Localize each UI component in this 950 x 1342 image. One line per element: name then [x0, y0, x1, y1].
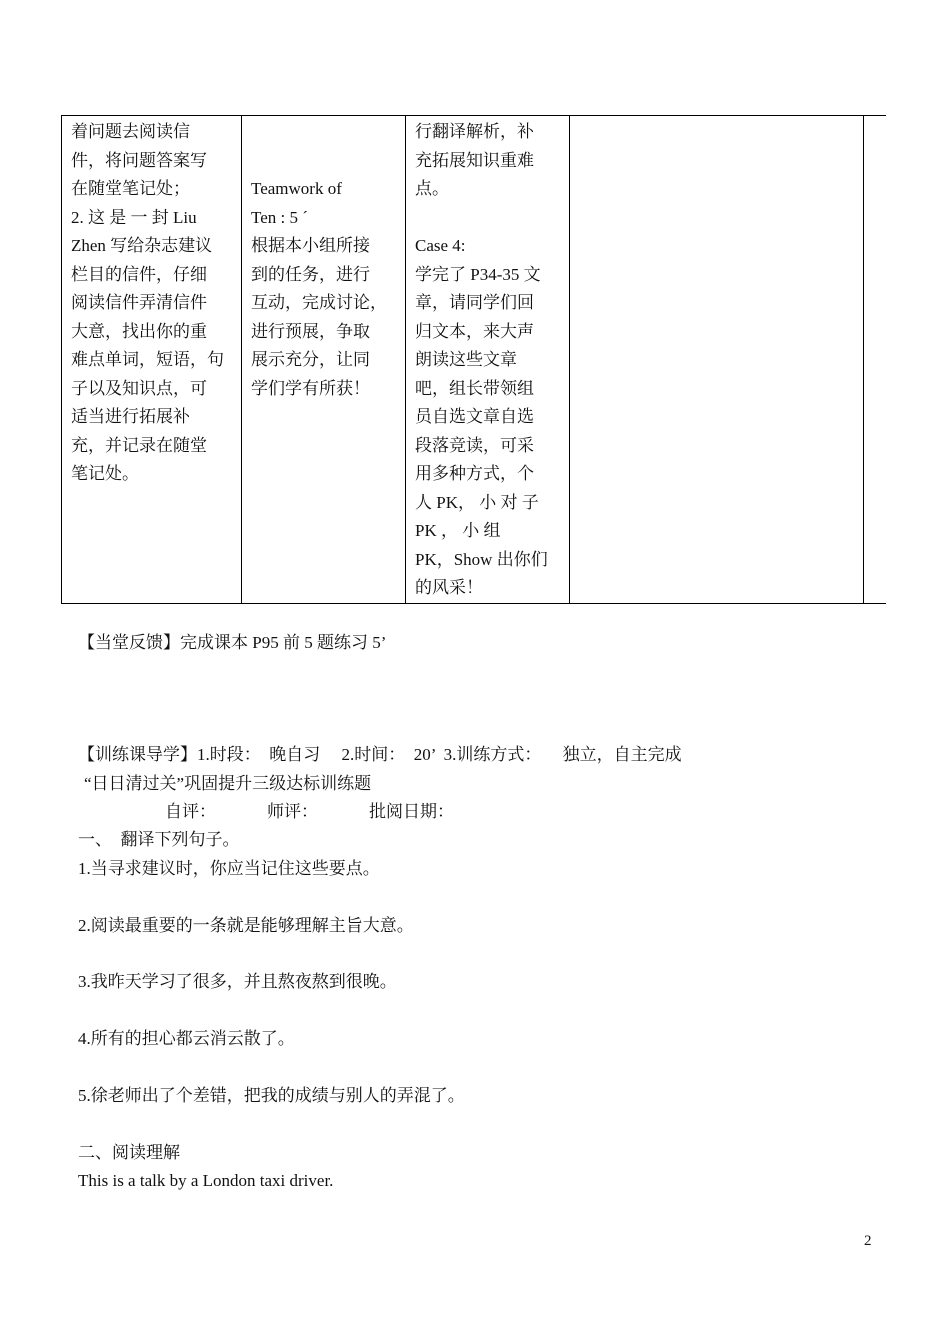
cell-line: 章，请同学们回 [415, 293, 534, 312]
cell-line: 根据本小组所接 [251, 236, 370, 255]
cell-line: 充，并记录在随堂 [71, 435, 207, 455]
cell-line: 大意，找出你的重 [71, 321, 207, 341]
training-subtitle: “日日清过关”巩固提升三级达标训练题 [84, 774, 372, 793]
cell-line: 用多种方式，个 [415, 464, 534, 483]
cell-line: 学完了 P34-35 文 [415, 264, 541, 284]
question-1: 1.当寻求建议时，你应当记住这些要点。 [78, 859, 380, 878]
cell-line: 阅读信件弄清信件 [71, 293, 207, 312]
cell-line: 到的任务，进行 [251, 264, 370, 284]
question-3: 3.我昨天学习了很多，并且熬夜熬到很晚。 [78, 972, 397, 991]
section-reading-heading: 二、阅读理解 [78, 1143, 180, 1162]
cell-line: 在随堂笔记处； [71, 179, 190, 198]
section-translate-heading: 一、 翻译下列句子。 [78, 830, 240, 849]
teamwork-cell [242, 116, 406, 604]
cell-line: Teamwork of [251, 179, 342, 198]
table-row [62, 116, 886, 604]
class-feedback: 【当堂反馈】完成课本 P95 前 5 题练习 5’ [78, 633, 387, 652]
cell-line: 件，将问题答案写 [71, 150, 207, 170]
margin-cell [864, 116, 886, 604]
cell-line: 行翻译解析，补 [415, 122, 534, 141]
lesson-table [61, 115, 886, 604]
cell-line: 充拓展知识重难 [415, 150, 534, 170]
cell-line: 互动，完成讨论， [251, 293, 387, 312]
question-2: 2.阅读最重要的一条就是能够理解主旨大意。 [78, 916, 414, 935]
evaluation-line: 自评： 师评： 批阅日期： [165, 802, 454, 821]
cell-line: 吧，组长带领组 [415, 378, 534, 398]
teacher-activity-cell [406, 116, 570, 604]
cell-line: 适当进行拓展补 [71, 407, 190, 426]
question-4: 4.所有的担心都云消云散了。 [78, 1029, 295, 1048]
cell-line: 朗读这些文章 [415, 350, 517, 369]
cell-line: 难点单词，短语，句 [71, 350, 224, 369]
cell-line: 归文本，来大声 [415, 321, 534, 341]
cell-line: 段落竞读，可采 [415, 435, 534, 455]
cell-line: PK ， 小 组 [415, 521, 501, 540]
cell-line: 员自选文章自选 [415, 407, 534, 426]
cell-line: 2. 这 是 一 封 Liu [71, 207, 197, 227]
student-activity-cell [62, 116, 242, 604]
cell-line: 进行预展，争取 [251, 321, 370, 341]
cell-line: 栏目的信件，仔细 [71, 264, 207, 284]
training-header: 【训练课导学】1.时段： 晚自习 2.时间： 20’ 3.训练方式： 独立，自主完成 [78, 745, 682, 764]
cell-line: Ten : 5 ´ [251, 207, 308, 227]
cell-line: 点。 [415, 179, 449, 198]
cell-line: 展示充分，让同 [251, 350, 370, 369]
cell-line: 着问题去阅读信 [71, 122, 190, 141]
cell-line: Case 4: [415, 236, 466, 255]
cell-line: 学们学有所获！ [251, 378, 370, 398]
reading-intro: This is a talk by a London taxi driver. [78, 1171, 334, 1190]
cell-line: 子以及知识点，可 [71, 378, 207, 398]
page-number: 2 [864, 1233, 872, 1249]
cell-line: 的风采！ [415, 578, 483, 597]
cell-line: PK，Show 出你们 [415, 549, 548, 569]
cell-line: 人 PK， 小 对 子 [415, 492, 539, 512]
question-5: 5.徐老师出了个差错，把我的成绩与别人的弄混了。 [78, 1086, 465, 1105]
notes-cell [570, 116, 864, 604]
cell-line: Zhen 写给杂志建议 [71, 236, 213, 255]
cell-line: 笔记处。 [71, 464, 139, 483]
